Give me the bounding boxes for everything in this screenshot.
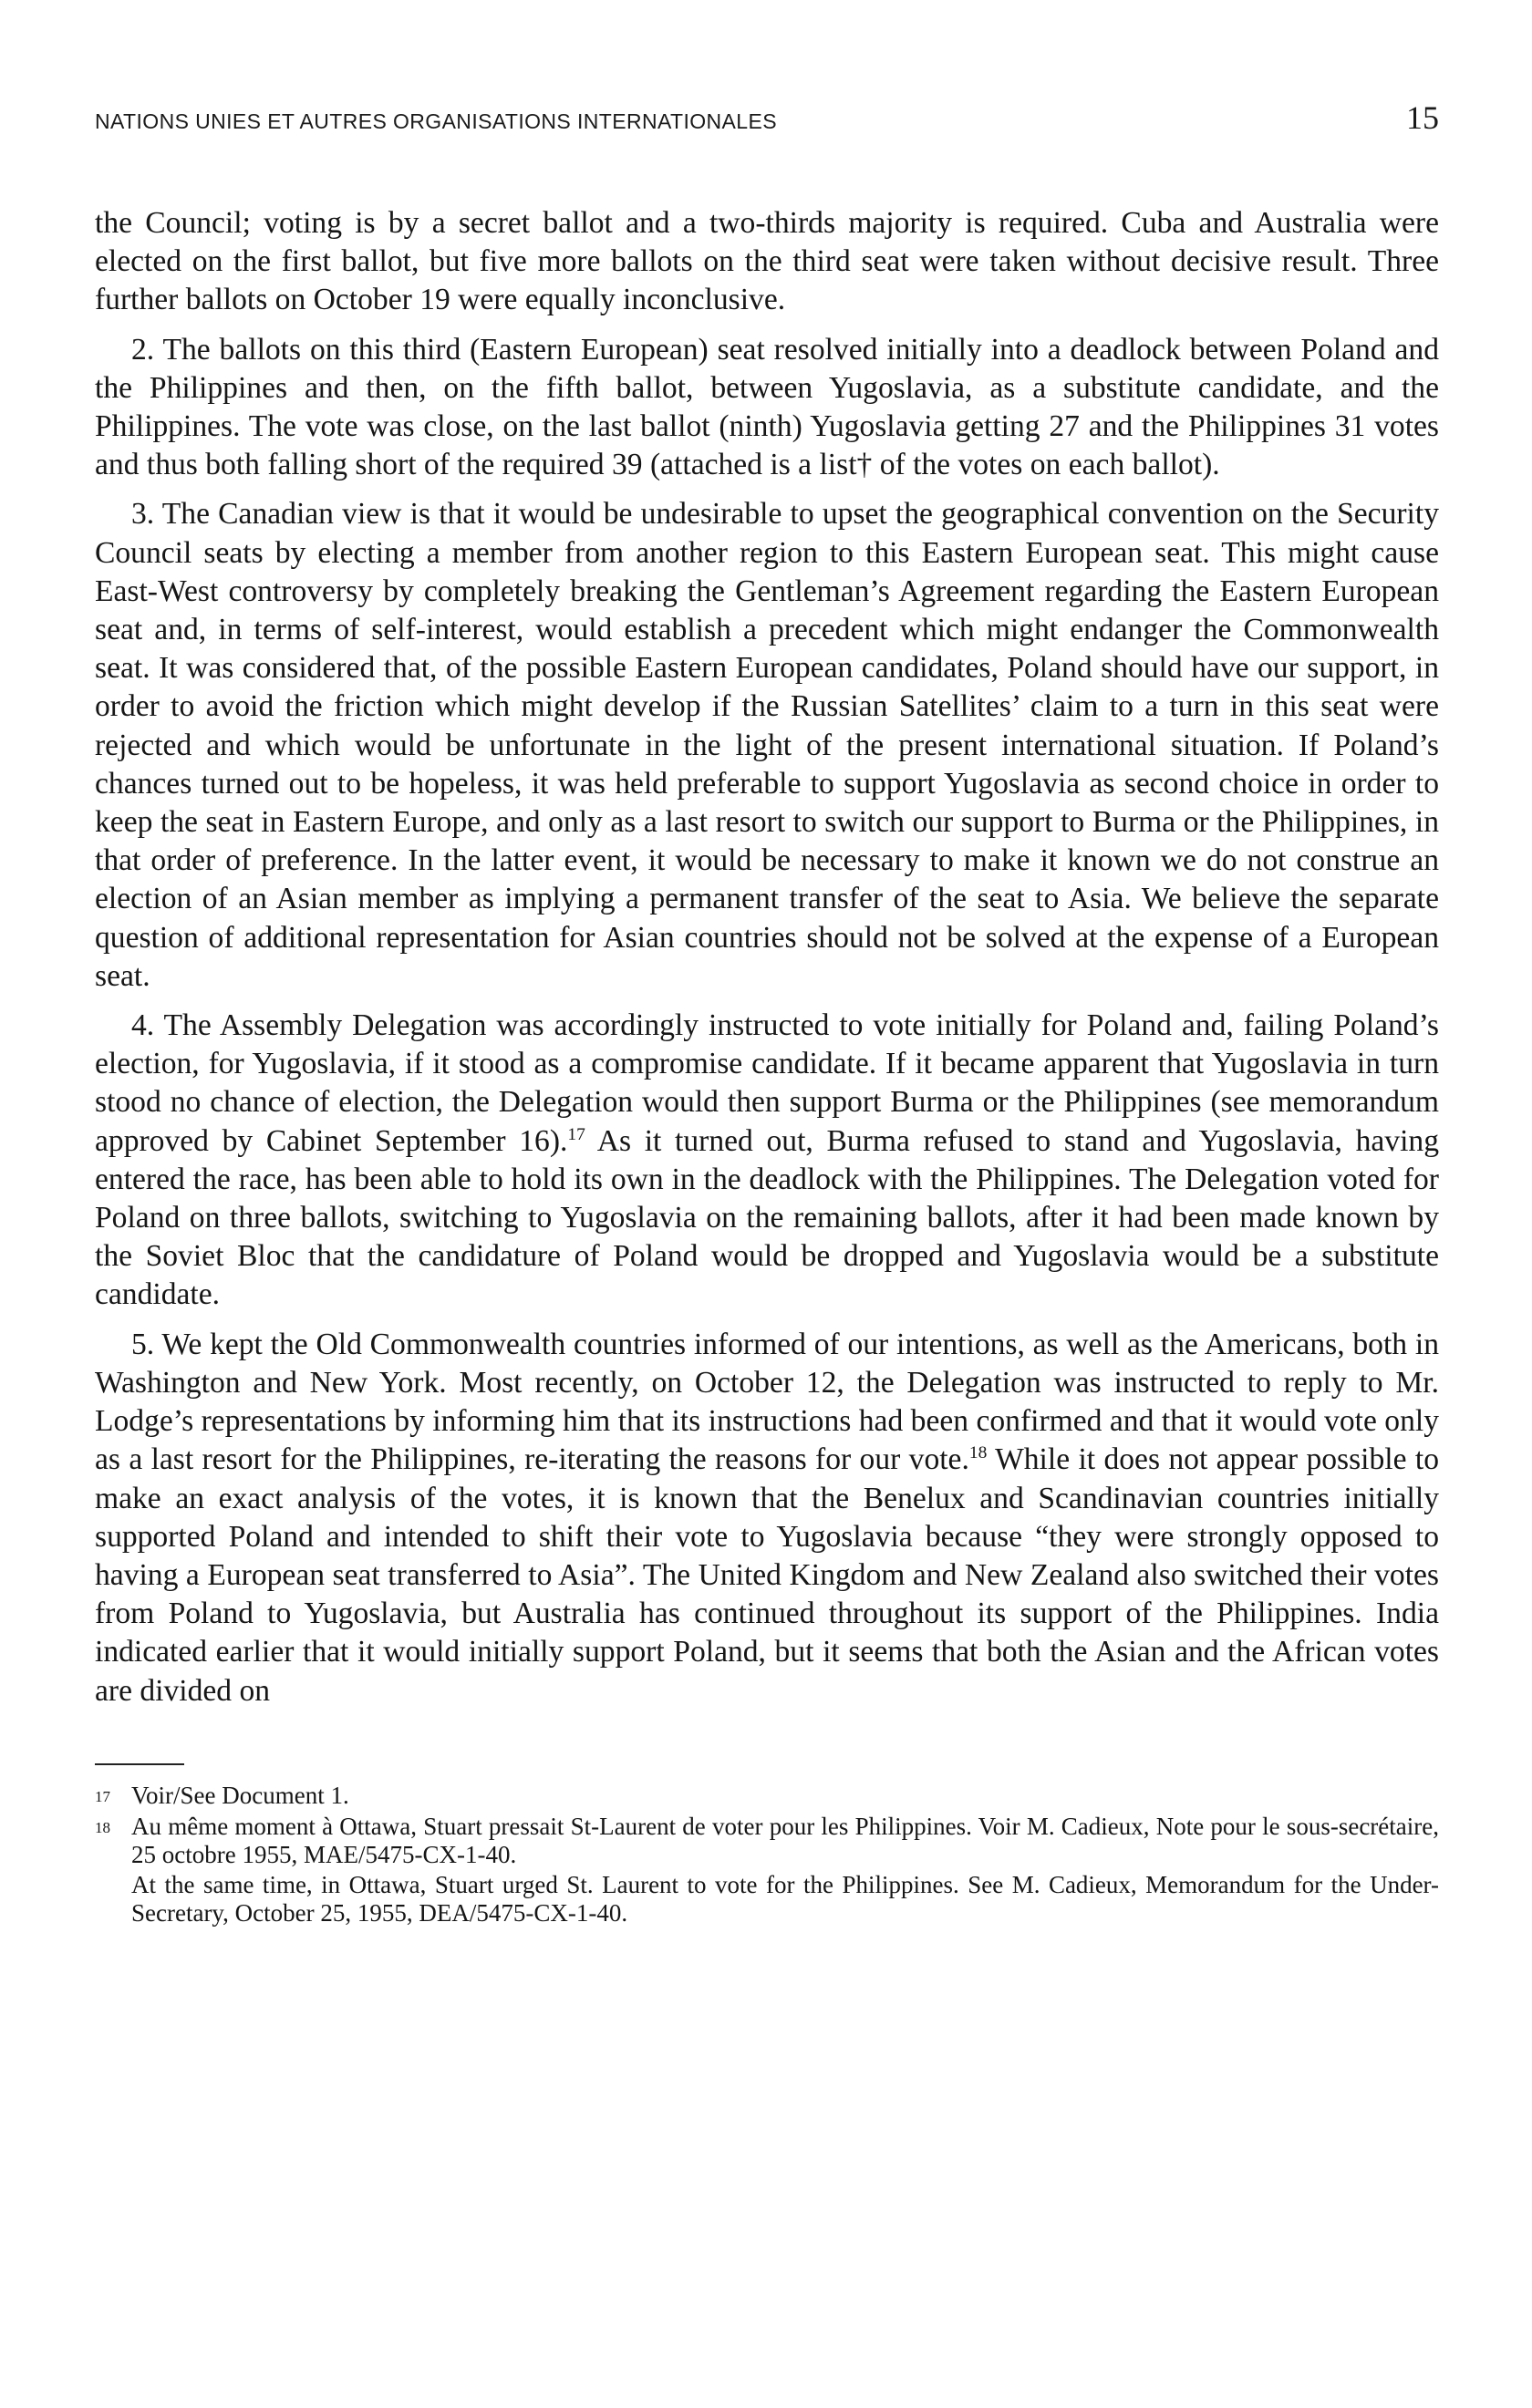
footnote-number: 17 <box>95 1787 110 1805</box>
paragraph-1: the Council; voting is by a secret ballot and a two-thirds majority is required. Cuba and Australia were elected on the first ballot, but five more ballots on the third seat were taken without decisive result. Three further ballots on October 19 were equally inconclusive. <box>95 206 1439 317</box>
paragraph-5 <box>95 1326 1439 1710</box>
paragraph-4-text-b: As it turned out, Burma refused to stand and Yugoslavia, having entered the race, has been able to hold its own in the deadlock with the Philippines. The Delegation voted for Poland on three ballots, switching to Yugoslavia on the remaining ballots, after it had been made known by the Soviet Bloc that the candidature of Poland would be dropped and Yugoslavia would be a substitute candidate. <box>95 1123 1439 1312</box>
footnotes <box>95 1782 1439 1927</box>
footnote-18-english: At the same time, in Ottawa, Stuart urged St. Laurent to vote for the Philippines. See M. Cadieux, Memorandum for the Under-Secretary, October 25, 1955, DEA/5475-CX-1-40. <box>131 1870 1439 1927</box>
footnote-ref-17: 17 <box>567 1124 585 1144</box>
footnote-text: Voir/See Document 1. <box>131 1781 349 1809</box>
paragraph-3: 3. The Canadian view is that it would be undesirable to upset the geographical convention on the Security Council seats by electing a member from another region to this Eastern European seat. This might cause East-West controversy by completely breaking the Gentleman’s Agreement regarding the Eastern European seat and, in terms of self-interest, would establish a precedent which might endanger the Commonwealth seat. It was considered that, of the possible Eastern European candidates, Poland should have our support, in order to avoid the friction which might develop if the Russian Satellites’ claim to a turn in this seat were rejected and which would be unfortunate in the light of the present international situation. If Poland’s chances turned out to be hopeless, it was held preferable to support Yugoslavia as second choice in order to keep the seat in Eastern Europe, and only as a last resort to switch our support to Burma or the Philippines, in that order of preference. In the latter event, it would be necessary to make it known we do not construe an election of an Asian member as implying a permanent transfer of the seat to Asia. We believe the separate question of additional representation for Asian countries should not be solved at the expense of a European seat. <box>95 497 1439 993</box>
footnote-divider <box>95 1763 184 1765</box>
footnote-text-french: Au même moment à Ottawa, Stuart pressait St-Laurent de voter pour les Philippines. Voir M. Cadieux, Note pour le sous-secrétaire, 25 octobre 1955, MAE/5475-CX-1-40. <box>131 1812 1439 1868</box>
document-page <box>95 98 1439 1927</box>
body-text <box>95 204 1439 1710</box>
paragraph-4 <box>95 1007 1439 1315</box>
paragraph-5-text-b: While it does not appear possible to make an exact analysis of the votes, it is known that the Benelux and Scandinavian countries initially supported Poland and intended to shift their vote to Yugoslavia because “they were strongly opposed to having a European seat transferred to Asia”. The United Kingdom and New Zealand also switched their votes from Poland to Yugoslavia, but Australia has continued throughout its support of the Philippines. India indicated earlier that it would initially support Poland, but it seems that both the Asian and the African votes are divided on <box>95 1442 1439 1708</box>
page-header <box>95 98 1439 153</box>
paragraph-4-text-a: 4. The Assembly Delegation was accordingly instructed to vote initially for Poland and, failing Poland’s election, for Yugoslavia, if it stood as a compromise candidate. If it became apparent that Yugoslavia in turn stood no chance of election, the Delegation would then support Burma or the Philippines (see memorandum approved by Cabinet September 16). <box>95 1008 1439 1158</box>
footnote-ref-18: 18 <box>968 1443 988 1463</box>
footnote-number: 18 <box>95 1818 110 1836</box>
footnote-17 <box>95 1782 1439 1811</box>
footnote-18 <box>95 1813 1439 1869</box>
paragraph-2: 2. The ballots on this third (Eastern European) seat resolved initially into a deadlock between Poland and the Philippines and then, on the fifth ballot, between Yugoslavia, as a substitute candidate, and the Philippines. The vote was close, on the last ballot (ninth) Yugoslavia getting 27 and the Philippines 31 votes and thus both falling short of the required 39 (attached is a list† of the votes on each ballot). <box>95 332 1439 482</box>
running-title: NATIONS UNIES ET AUTRES ORGANISATIONS INTERNATIONALES <box>95 109 777 133</box>
page-number: 15 <box>1406 99 1439 136</box>
paragraph-5-text-a: 5. We kept the Old Commonwealth countries informed of our intentions, as well as the Americans, both in Washington and New York. Most recently, on October 12, the Delegation was instructed to reply to Mr. Lodge’s representations by informing him that its instructions had been confirmed and that it would vote only as a last resort for the Philippines, re-iterating the reasons for our vote. <box>95 1327 1439 1477</box>
